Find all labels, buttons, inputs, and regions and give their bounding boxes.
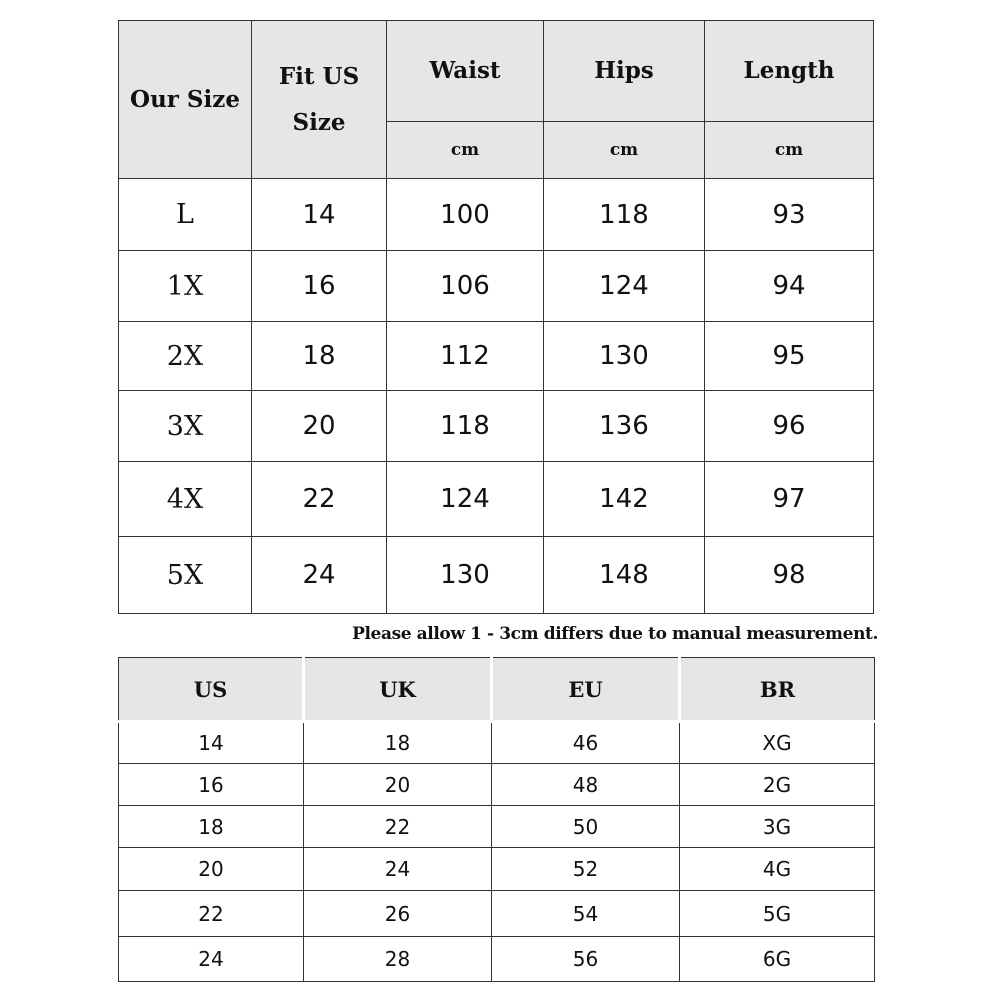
- table-row: [119, 537, 874, 614]
- cell-uk: 18: [304, 722, 492, 764]
- cell-us-size: 14: [252, 179, 387, 251]
- cell-our-size: 1X: [119, 251, 252, 322]
- cell-br: XG: [680, 722, 875, 764]
- cell-br: 5G: [680, 891, 875, 937]
- unit-hips: cm: [544, 122, 705, 179]
- measurement-note: Please allow 1 - 3cm differs due to manual measurement.: [352, 624, 878, 644]
- cell-our-size: 3X: [119, 391, 252, 462]
- cell-us: 20: [119, 848, 304, 891]
- header-fit-us-size: [252, 21, 387, 179]
- cell-eu: 50: [492, 806, 680, 848]
- table-row: [119, 722, 875, 764]
- cell-our-size: 4X: [119, 462, 252, 537]
- cell-waist: 124: [387, 462, 544, 537]
- cell-length: 96: [705, 391, 874, 462]
- unit-waist: cm: [387, 122, 544, 179]
- cell-length: 95: [705, 322, 874, 391]
- cell-br: 6G: [680, 937, 875, 982]
- header-fit-us-line1: Fit US: [278, 62, 360, 90]
- table-row: [119, 179, 874, 251]
- cell-length: 94: [705, 251, 874, 322]
- cell-br: 3G: [680, 806, 875, 848]
- cell-uk: 20: [304, 764, 492, 806]
- cell-uk: 28: [304, 937, 492, 982]
- cell-us: 24: [119, 937, 304, 982]
- cell-waist: 112: [387, 322, 544, 391]
- header-hips: Hips: [544, 21, 705, 122]
- cell-length: 98: [705, 537, 874, 614]
- cell-hips: 130: [544, 322, 705, 391]
- table-row: [119, 391, 874, 462]
- header-eu: EU: [492, 658, 680, 722]
- cell-uk: 22: [304, 806, 492, 848]
- table-row: [119, 251, 874, 322]
- table-row: [119, 891, 875, 937]
- cell-us-size: 18: [252, 322, 387, 391]
- cell-waist: 106: [387, 251, 544, 322]
- cell-waist: 130: [387, 537, 544, 614]
- table-row: [119, 806, 875, 848]
- cell-eu: 52: [492, 848, 680, 891]
- cell-br: 2G: [680, 764, 875, 806]
- header-fit-us-line2: Size: [292, 108, 346, 136]
- cell-uk: 26: [304, 891, 492, 937]
- table-row: [119, 462, 874, 537]
- cell-our-size: L: [119, 179, 252, 251]
- cell-hips: 136: [544, 391, 705, 462]
- cell-uk: 24: [304, 848, 492, 891]
- cell-us: 14: [119, 722, 304, 764]
- size-conversion-table: [118, 657, 875, 982]
- cell-br: 4G: [680, 848, 875, 891]
- cell-eu: 48: [492, 764, 680, 806]
- cell-waist: 100: [387, 179, 544, 251]
- cell-our-size: 5X: [119, 537, 252, 614]
- header-br: BR: [680, 658, 875, 722]
- unit-length: cm: [705, 122, 874, 179]
- cell-us-size: 20: [252, 391, 387, 462]
- cell-our-size: 2X: [119, 322, 252, 391]
- table-row: [119, 848, 875, 891]
- cell-length: 93: [705, 179, 874, 251]
- header-our-size: Our Size: [119, 21, 252, 179]
- table-row: [119, 937, 875, 982]
- cell-eu: 54: [492, 891, 680, 937]
- cell-us: 18: [119, 806, 304, 848]
- table-row: [119, 322, 874, 391]
- cell-hips: 124: [544, 251, 705, 322]
- header-length: Length: [705, 21, 874, 122]
- cell-hips: 118: [544, 179, 705, 251]
- cell-us: 22: [119, 891, 304, 937]
- cell-eu: 56: [492, 937, 680, 982]
- header-us: US: [119, 658, 304, 722]
- cell-us-size: 22: [252, 462, 387, 537]
- cell-us-size: 24: [252, 537, 387, 614]
- cell-eu: 46: [492, 722, 680, 764]
- cell-us: 16: [119, 764, 304, 806]
- cell-hips: 148: [544, 537, 705, 614]
- size-chart-table: [118, 20, 874, 614]
- cell-hips: 142: [544, 462, 705, 537]
- header-waist: Waist: [387, 21, 544, 122]
- table-row: [119, 764, 875, 806]
- cell-waist: 118: [387, 391, 544, 462]
- cell-length: 97: [705, 462, 874, 537]
- header-uk: UK: [304, 658, 492, 722]
- cell-us-size: 16: [252, 251, 387, 322]
